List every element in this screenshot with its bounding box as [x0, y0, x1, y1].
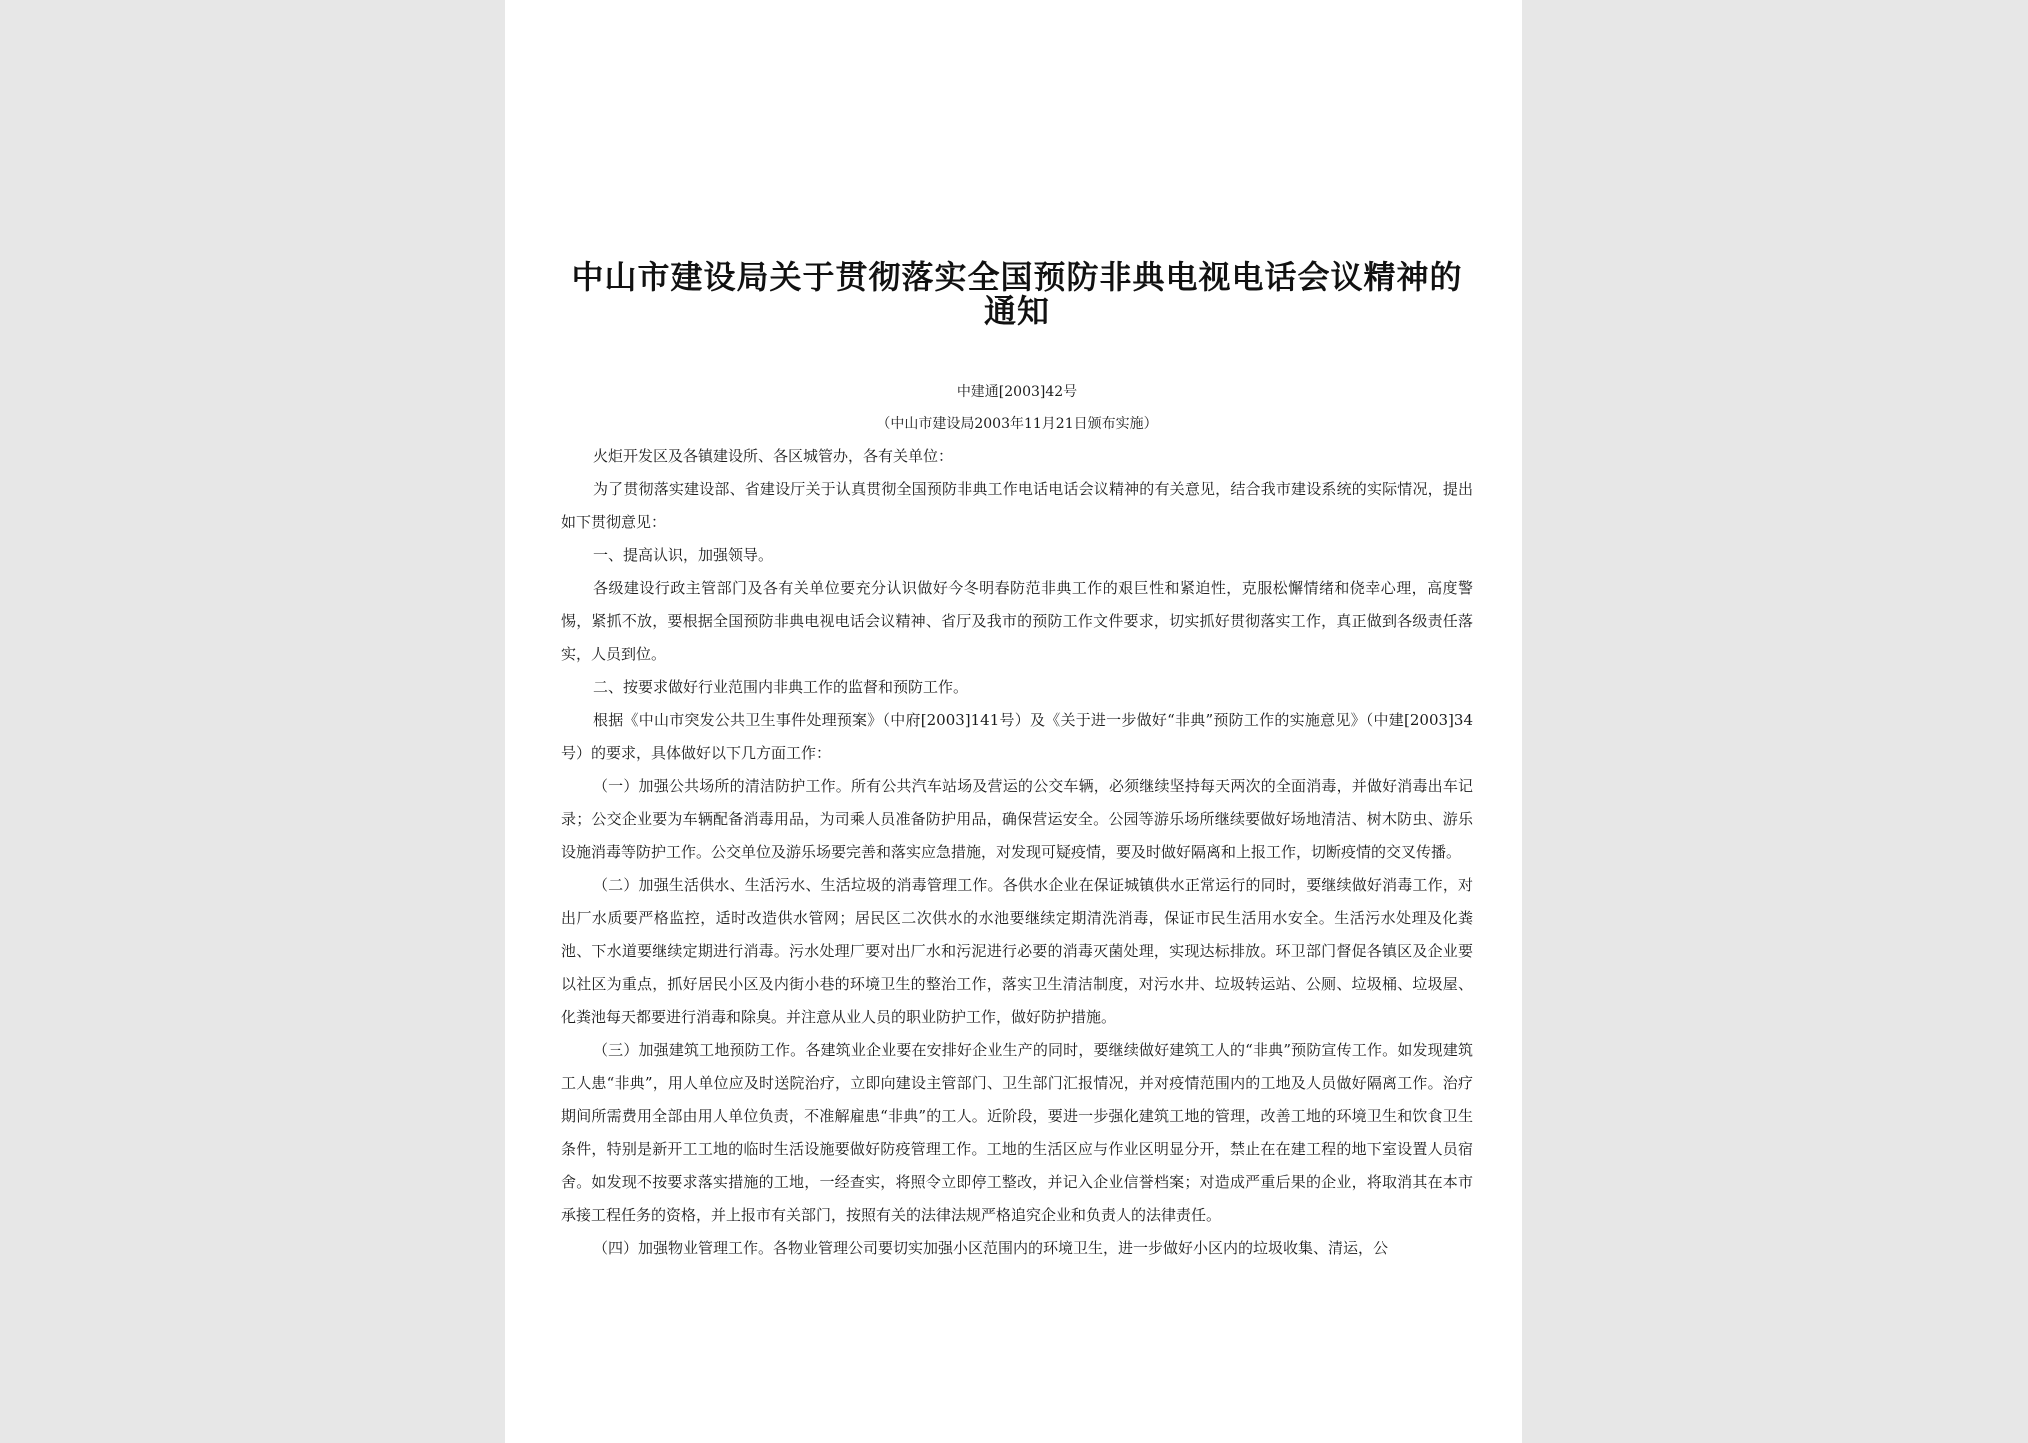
paragraph-item-2: （二）加强生活供水、生活污水、生活垃圾的消毒管理工作。各供水企业在保证城镇供水正常运行的同时，要继续做好消毒工作，对出厂水质要严格监控，适时改造供水管网；居民区二次供水的水池要继续定期清洗消毒，保证市民生活用水安全。生活污水处理及化粪池、下水道要继续定期进行消毒。污水处理厂要对出厂水和污泥进行必要的消毒灭菌处理，实现达标排放。环卫部门督促各镇区及企业要以社区为重点，抓好居民小区及内街小巷的环境卫生的整治工作，落实卫生清洁制度，对污水井、垃圾转运站、公厕、垃圾桶、垃圾屋、化粪池每天都要进行消毒和除臭。并注意从业人员的职业防护工作，做好防护措施。	[561, 876, 1473, 1026]
page-content	[561, 260, 1473, 1265]
salutation: 火炬开发区及各镇建设所、各区城管办，各有关单位：	[593, 447, 954, 465]
document-page	[505, 0, 1522, 1443]
paragraph-item-1: （一）加强公共场所的清洁防护工作。所有公共汽车站场及营运的公交车辆，必须继续坚持每天两次的全面消毒，并做好消毒出车记录；公交企业要为车辆配备消毒用品，为司乘人员准备防护用品，确保营运安全。公园等游乐场所继续要做好场地清洁、树木防虫、游乐设施消毒等防护工作。公交单位及游乐场要完善和落实应急措施，对发现可疑疫情，要及时做好隔离和上报工作，切断疫情的交叉传播。	[561, 777, 1473, 861]
paragraph-intro: 为了贯彻落实建设部、省建设厅关于认真贯彻全国预防非典工作电话电话会议精神的有关意见，结合我市建设系统的实际情况，提出如下贯彻意见：	[561, 480, 1473, 531]
section-heading-2: 二、按要求做好行业范围内非典工作的监督和预防工作。	[593, 678, 969, 696]
document-number: 中建通[2003]42号	[956, 384, 1078, 400]
paragraph: 各级建设行政主管部门及各有关单位要充分认识做好今冬明春防范非典工作的艰巨性和紧迫性，克服松懈情绪和侥幸心理，高度警惕，紧抓不放，要根据全国预防非典电视电话会议精神、省厅及我市的预防工作文件要求，切实抓好贯彻落实工作，真正做到各级责任落实，人员到位。	[561, 579, 1473, 663]
section-heading-1: 一、提高认识，加强领导。	[593, 546, 774, 564]
paragraph: 根据《中山市突发公共卫生事件处理预案》（中府[2003]141号）及《关于进一步做好“非典”预防工作的实施意见》（中建[2003]34号）的要求，具体做好以下几方面工作：	[561, 711, 1473, 762]
issue-date-note: （中山市建设局2003年11月21日颁布实施）	[876, 416, 1158, 432]
paragraph-item-4: （四）加强物业管理工作。各物业管理公司要切实加强小区范围内的环境卫生，进一步做好小区内的垃圾收集、清运，公	[593, 1239, 1389, 1257]
document-title: 中山市建设局关于贯彻落实全国预防非典电视电话会议精神的通知	[571, 258, 1463, 330]
paragraph-item-3: （三）加强建筑工地预防工作。各建筑业企业要在安排好企业生产的同时，要继续做好建筑工人的“非典”预防宣传工作。如发现建筑工人患“非典”，用人单位应及时送院治疗，立即向建设主管部门、卫生部门汇报情况，并对疫情范围内的工地及人员做好隔离工作。治疗期间所需费用全部由用人单位负责，不准解雇患“非典”的工人。近阶段，要进一步强化建筑工地的管理，改善工地的环境卫生和饮食卫生条件，特别是新开工工地的临时生活设施要做好防疫管理工作。工地的生活区应与作业区明显分开，禁止在在建工程的地下室设置人员宿舍。如发现不按要求落实措施的工地，一经查实，将照令立即停工整改，并记入企业信誉档案；对造成严重后果的企业，将取消其在本市承接工程任务的资格，并上报市有关部门，按照有关的法律法规严格追究企业和负责人的法律责任。	[561, 1041, 1473, 1224]
